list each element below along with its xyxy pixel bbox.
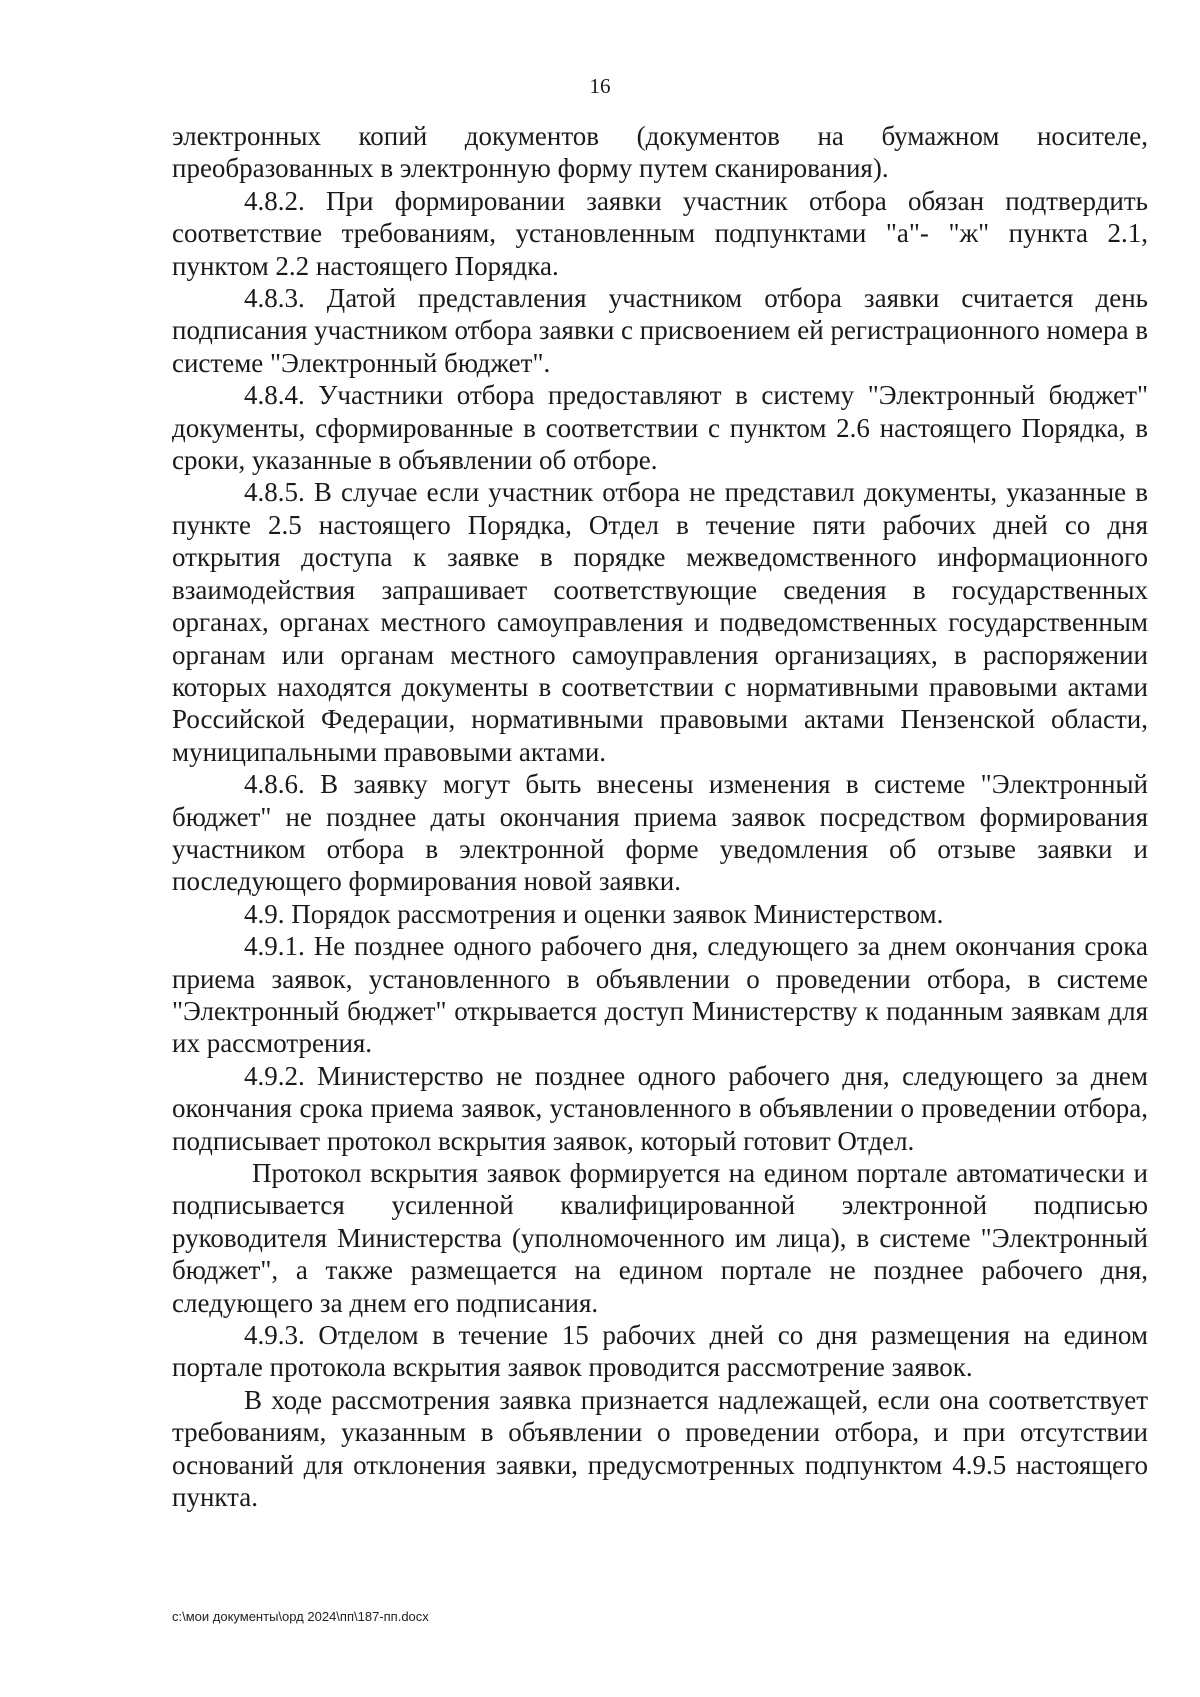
paragraph-4-8-6: 4.8.6. В заявку могут быть внесены изменения в системе "Электронный бюджет" не позднее даты окончания приема заявок посредством формирования участником отбора в электронной форме уведомления об отзыве заявки и последующего формирования новой заявки. [172,769,1148,897]
page-number: 16 [589,74,611,98]
paragraph-4-8-5: 4.8.5. В случае если участник отбора не представил документы, указанные в пункте 2.5 настоящего Порядка, Отдел в течение пяти рабочих дней со дня открытия доступа к заявке в порядке межведомственного информационного взаимодействия запрашивает соответствующие сведения в государственных органах, органах местного самоуправления и подведомственных государственным органам или органам местного самоуправления организациях, в распоряжении которых находятся документы в соответствии с нормативными правовыми актами Российской Федерации, нормативными правовыми актами Пензенской области, муниципальными правовыми актами. [172,477,1148,767]
paragraph-4-9-1: 4.9.1. Не позднее одного рабочего дня, следующего за днем окончания срока приема заявок, установленного в объявлении о проведении отбора, в системе "Электронный бюджет" открывается доступ Министерству к поданным заявкам для их рассмотрения. [172,931,1148,1059]
paragraph-review-criteria: В ходе рассмотрения заявка признается надлежащей, если она соответствует требованиям, указанным в объявлении о проведении отбора, и при отсутствии оснований для отклонения заявки, предусмотренных подпунктом 4.9.5 настоящего пункта. [172,1384,1148,1513]
document-body [172,120,1148,1513]
footer-file-path: c:\мои документы\орд 2024\пп\187-пп.docx [172,1609,429,1624]
paragraph-continuation: электронных копий документов (документов на бумажном носителе, преобразованных в электронную форму путем сканирования). [172,121,1148,184]
paragraph-4-8-2: 4.8.2. При формировании заявки участник отбора обязан подтвердить соответствие требованиям, установленным подпунктами "а"- "ж" пункта 2.1, пунктом 2.2 настоящего Порядка. [172,185,1148,281]
paragraph-4-9-2: 4.9.2. Министерство не позднее одного рабочего дня, следующего за днем окончания срока приема заявок, установленного в объявлении о проведении отбора, подписывает протокол вскрытия заявок, который готовит Отдел. [172,1060,1148,1156]
paragraph-4-9-3: 4.9.3. Отделом в течение 15 рабочих дней со дня размещения на едином портале протокола вскрытия заявок проводится рассмотрение заявок. [172,1320,1148,1383]
paragraph-4-8-3: 4.8.3. Датой представления участником отбора заявки считается день подписания участником отбора заявки с присвоением ей регистрационного номера в системе "Электронный бюджет". [172,283,1148,378]
paragraph-4-9: 4.9. Порядок рассмотрения и оценки заявок Министерством. [244,898,944,929]
paragraph-protocol: Протокол вскрытия заявок формируется на едином портале автоматически и подписывается усиленной квалифицированной электронной подписью руководителя Министерства (уполномоченного им лица), в системе "Электронный бюджет", а также размещается на едином портале не позднее рабочего дня, следующего за днем его подписания. [172,1158,1148,1318]
paragraph-4-8-4: 4.8.4. Участники отбора предоставляют в систему "Электронный бюджет" документы, сформированные в соответствии с пунктом 2.6 настоящего Порядка, в сроки, указанные в объявлении об отборе. [172,380,1148,476]
